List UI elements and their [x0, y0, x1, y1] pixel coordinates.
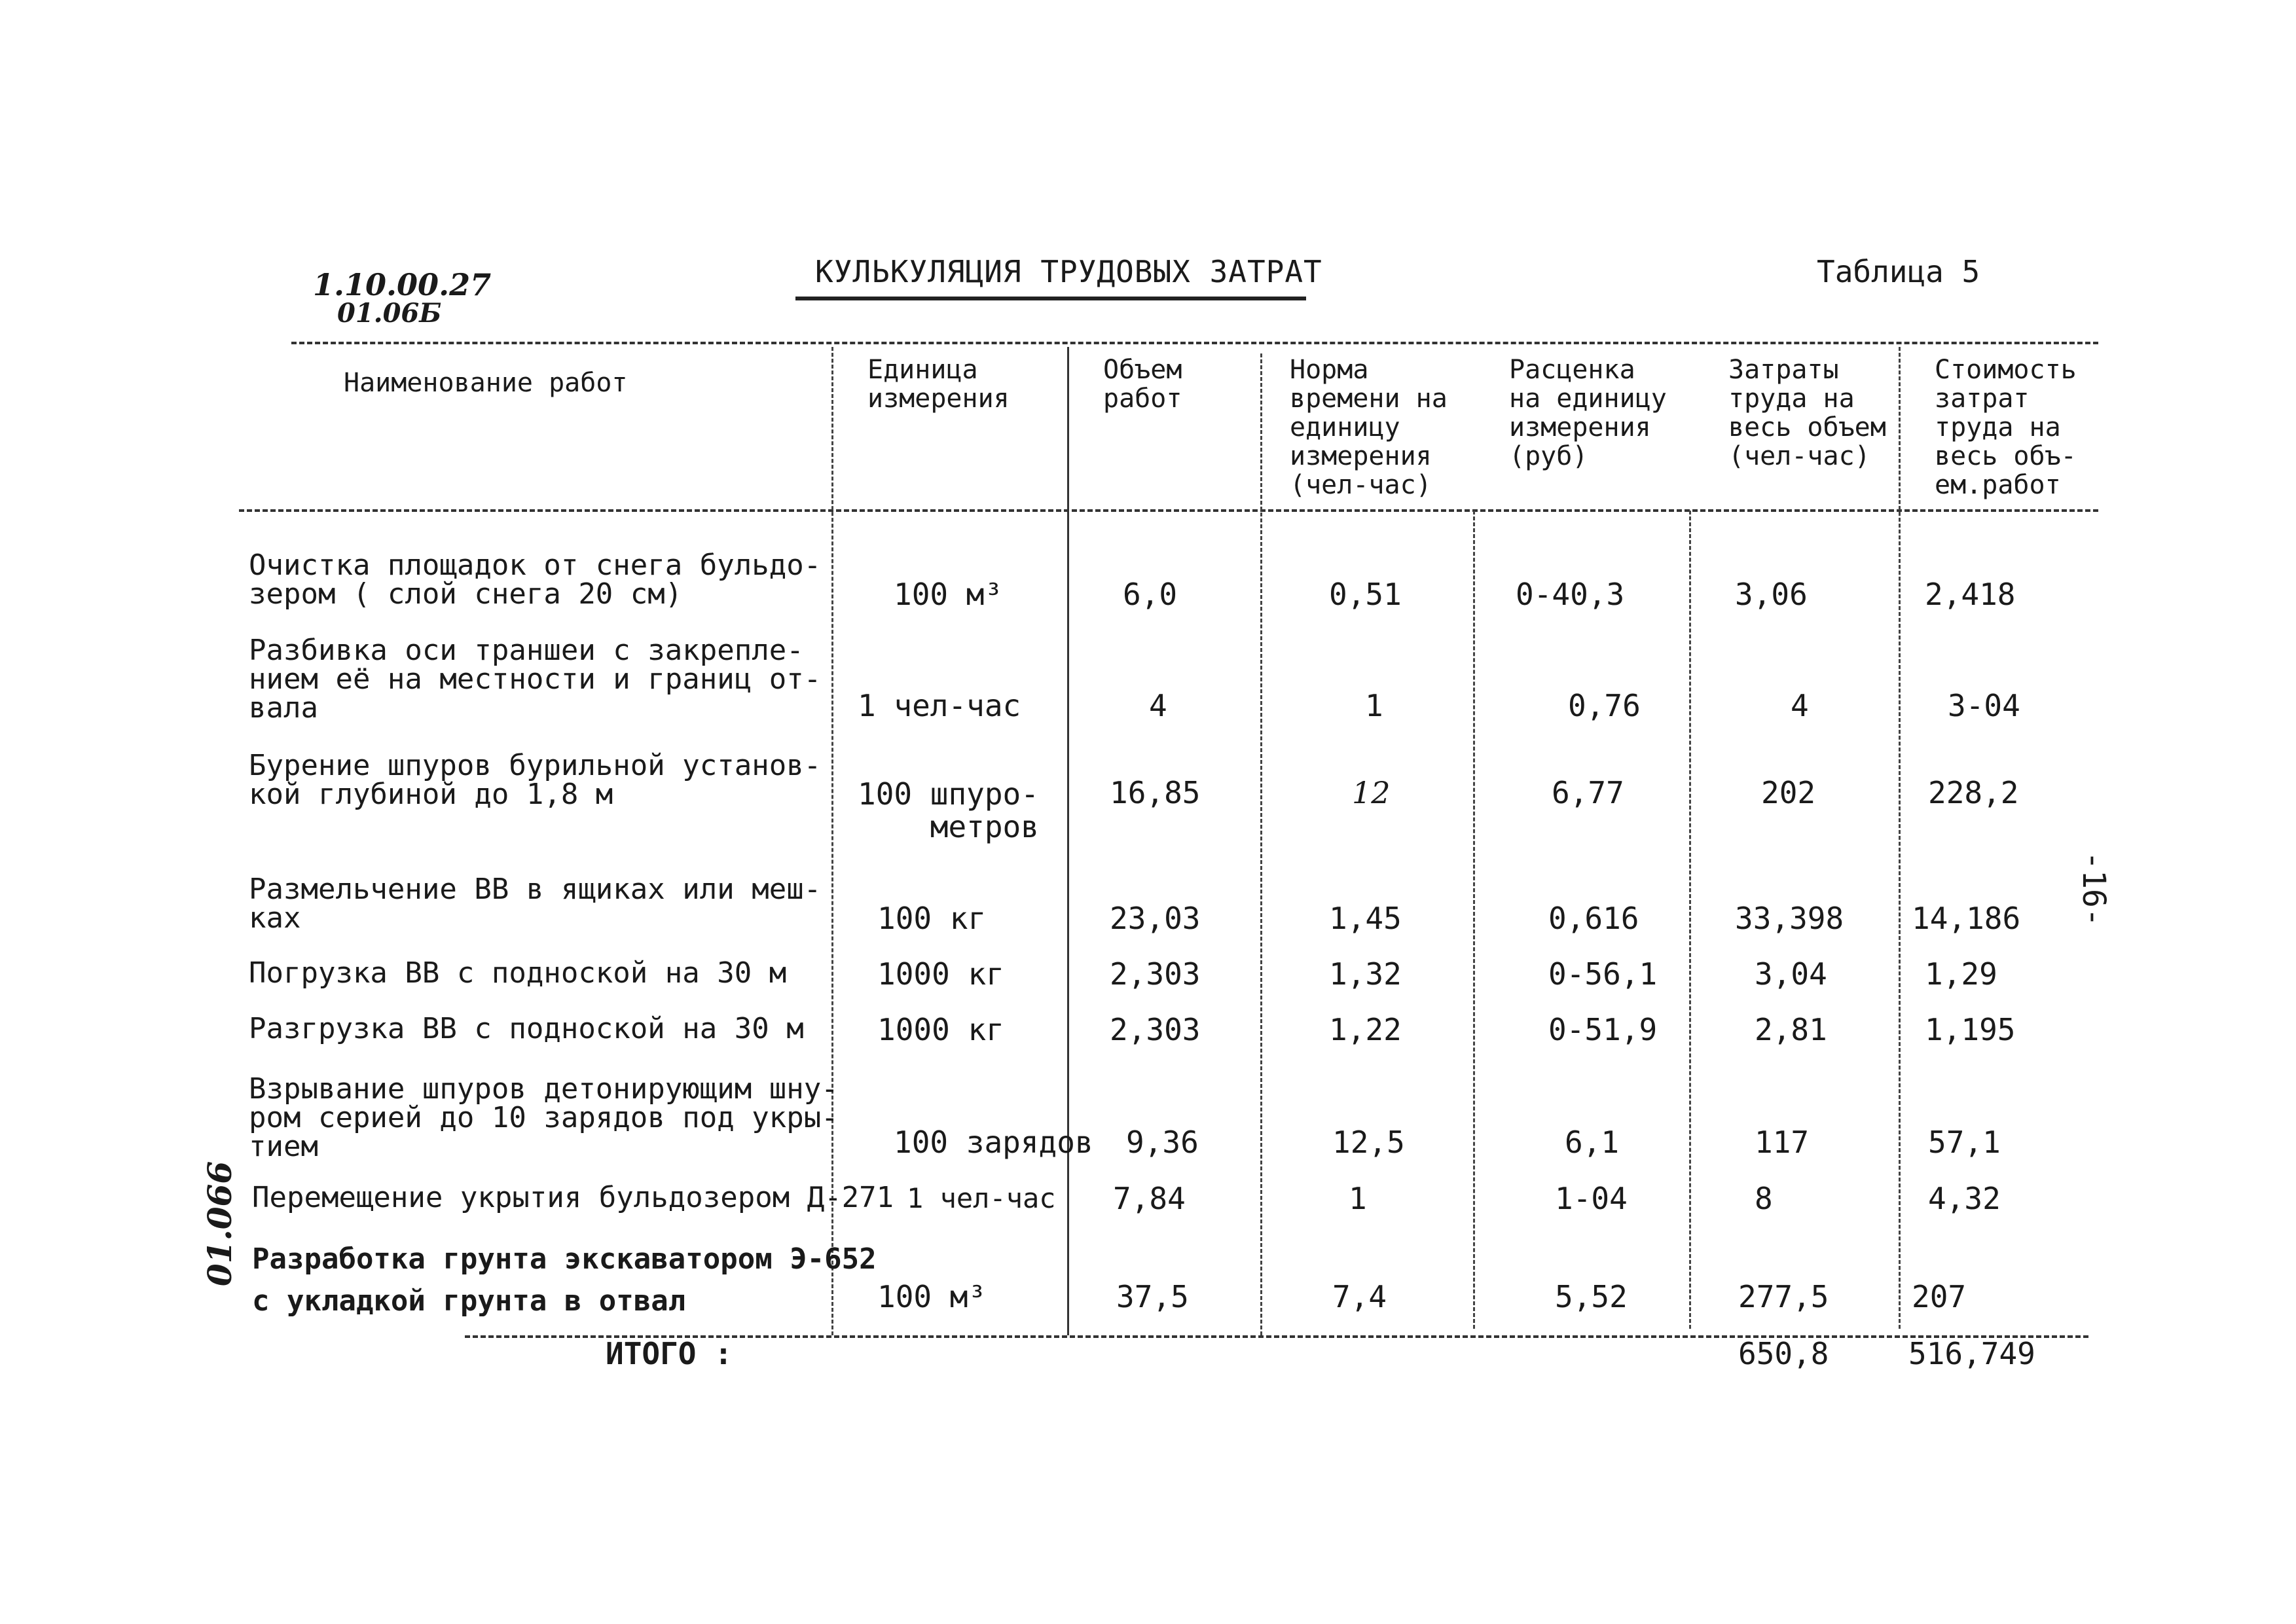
col-sep-5	[1689, 511, 1691, 1329]
row-2-norm: 1	[1365, 688, 1383, 723]
row-6-volume: 2,303	[1110, 1012, 1201, 1047]
row-5-cost: 1,29	[1925, 956, 1997, 992]
row-6-rate: 0-51,9	[1548, 1012, 1658, 1047]
row-2-labor: 4	[1791, 688, 1809, 723]
row-1-unit: 100 м³	[894, 577, 1003, 612]
header-rate: Расценка на единицу измерения (руб)	[1509, 355, 1667, 471]
total-cost: 516,749	[1908, 1336, 2035, 1371]
col-sep-3	[1260, 353, 1262, 1335]
table-top-rule	[291, 342, 2098, 344]
row-9-name: Разработка грунта экскаватором Э-652 с укладкой грунта в отвал	[252, 1242, 877, 1318]
header-unit: Единица измерения	[867, 355, 1010, 414]
row-9-rate: 5,52	[1555, 1279, 1628, 1314]
row-2-volume: 4	[1149, 688, 1167, 723]
row-7-volume: 9,36	[1126, 1125, 1199, 1160]
col-sep-6	[1899, 347, 1901, 1329]
row-4-labor: 33,398	[1735, 901, 1844, 936]
row-4-name: Размельчение ВВ в ящиках или меш- ках	[249, 873, 822, 935]
row-6-cost: 1,195	[1925, 1012, 2016, 1047]
row-6-labor: 2,81	[1755, 1012, 1827, 1047]
row-9-cost: 207	[1912, 1279, 1967, 1314]
row-3-rate: 6,77	[1552, 775, 1624, 810]
row-3-labor: 202	[1761, 775, 1816, 810]
page-number: -16-	[2075, 851, 2112, 927]
row-8-volume: 7,84	[1113, 1181, 1186, 1216]
row-1-volume: 6,0	[1123, 577, 1178, 612]
col-sep-2	[1067, 347, 1069, 1335]
total-label: ИТОГО :	[606, 1336, 733, 1371]
row-7-rate: 6,1	[1565, 1125, 1620, 1160]
doc-code-line2: 01.06Б	[337, 298, 442, 329]
row-5-rate: 0-56,1	[1548, 956, 1658, 992]
side-stamp: 01.066	[200, 1161, 240, 1287]
row-2-name: Разбивка оси траншеи с закрепле- нием её на местности и границ от- вала	[249, 634, 822, 725]
row-1-rate: 0-40,3	[1516, 577, 1625, 612]
row-3-cost: 228,2	[1928, 775, 2019, 810]
row-7-labor: 117	[1755, 1125, 1810, 1160]
row-5-name: Погрузка ВВ с подноской на 30 м	[249, 956, 787, 990]
table-label: Таблица 5	[1817, 254, 1980, 289]
row-8-rate: 1-04	[1555, 1181, 1628, 1216]
header-norm: Норма времени на единицу измерения (чел-час)	[1290, 355, 1448, 500]
total-labor: 650,8	[1738, 1336, 1829, 1371]
row-5-unit: 1000 кг	[877, 956, 1004, 992]
doc-code-line1: 1.10.00.27	[313, 267, 492, 302]
row-8-labor: 8	[1755, 1181, 1773, 1216]
row-2-cost: 3-04	[1948, 688, 2020, 723]
row-6-norm: 1,22	[1329, 1012, 1402, 1047]
row-6-name: Разгрузка ВВ с подноской на 30 м	[249, 1012, 804, 1045]
row-4-unit: 100 кг	[877, 901, 987, 936]
row-3-name: Бурение шпуров бурильной установ- кой глубиной до 1,8 м	[249, 749, 822, 811]
title-underline	[795, 297, 1306, 300]
page-title: КУЛЬКУЛЯЦИЯ ТРУДОВЫХ ЗАТРАТ	[815, 254, 1322, 289]
header-volume: Объем работ	[1103, 355, 1182, 414]
row-4-volume: 23,03	[1110, 901, 1201, 936]
row-7-unit: 100 зарядов	[894, 1125, 1093, 1160]
row-2-unit: 1 чел-час	[858, 688, 1021, 723]
row-8-unit: 1 чел-час	[907, 1182, 1056, 1214]
row-9-labor: 277,5	[1738, 1279, 1829, 1314]
row-8-norm: 1	[1349, 1181, 1367, 1216]
row-9-norm: 7,4	[1332, 1279, 1387, 1314]
row-2-rate: 0,76	[1568, 688, 1641, 723]
row-4-norm: 1,45	[1329, 901, 1402, 936]
row-5-norm: 1,32	[1329, 956, 1402, 992]
row-5-volume: 2,303	[1110, 956, 1201, 992]
row-1-norm: 0,51	[1329, 577, 1402, 612]
header-labor: Затраты труда на весь объем (чел-час)	[1728, 355, 1886, 471]
row-6-unit: 1000 кг	[877, 1012, 1004, 1047]
row-5-labor: 3,04	[1755, 956, 1827, 992]
row-8-name: Перемещение укрытия бульдозером Д-271	[252, 1181, 894, 1214]
row-7-name: Взрывание шпуров детонирующим шну- ром серией до 10 зарядов под укры- тием	[249, 1072, 839, 1163]
col-sep-4	[1473, 511, 1475, 1329]
row-4-cost: 14,186	[1912, 901, 2021, 936]
header-cost: Стоимость затрат труда на весь объ- ем.работ	[1935, 355, 2077, 500]
row-3-unit: 100 шпуро- метров	[858, 776, 1039, 844]
row-7-norm: 12,5	[1332, 1125, 1405, 1160]
row-7-cost: 57,1	[1928, 1125, 2001, 1160]
header-name: Наименование работ	[344, 368, 628, 398]
row-3-volume: 16,85	[1110, 775, 1201, 810]
row-1-name: Очистка площадок от снега бульдо- зером ( слой снега 20 см)	[249, 549, 822, 611]
header-bottom-rule	[239, 509, 2098, 512]
row-1-cost: 2,418	[1925, 577, 2016, 612]
row-1-labor: 3,06	[1735, 577, 1808, 612]
row-4-rate: 0,616	[1548, 901, 1639, 936]
row-8-cost: 4,32	[1928, 1181, 2001, 1216]
row-9-unit: 100 м³	[877, 1279, 987, 1314]
row-3-norm: 12	[1352, 775, 1391, 810]
row-9-volume: 37,5	[1116, 1279, 1189, 1314]
